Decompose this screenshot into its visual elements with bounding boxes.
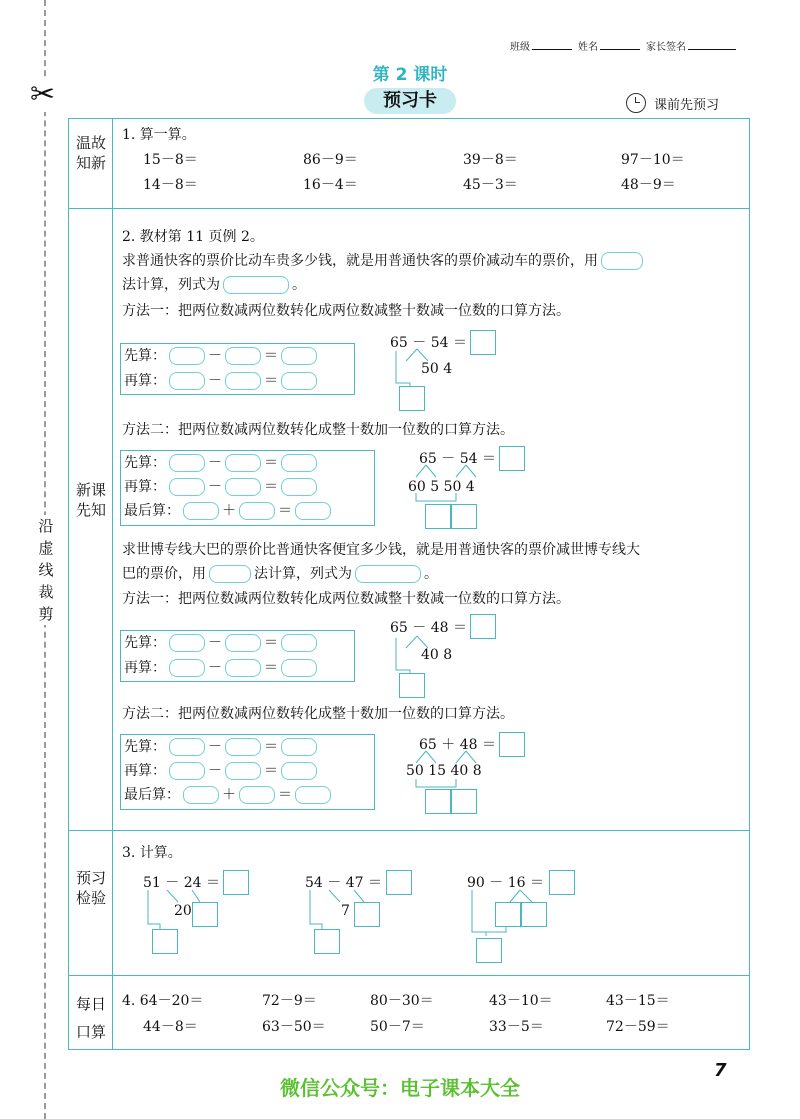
answer-box[interactable] (314, 929, 340, 954)
section-divider (68, 975, 750, 976)
answer-box[interactable] (495, 902, 521, 927)
method-1-text: 方法一：把两位数减两位数转化成两位数减整十数减一位数的口算方法。 (122, 303, 570, 319)
student-info-fields: 班级 姓名 家长签名 (510, 38, 742, 53)
review-title: 1. 算一算。 (122, 127, 196, 143)
scissors-icon: ✂ (30, 77, 56, 112)
step-then: 再算： － ＝ (124, 475, 320, 500)
answer-box[interactable] (354, 902, 380, 927)
lesson-number: 第 2 课时 (372, 65, 448, 85)
answer-box[interactable] (425, 504, 451, 529)
example-expression: 65 ＋ 48 ＝ (419, 737, 496, 753)
answer-blank[interactable] (223, 276, 289, 294)
section-divider (68, 830, 750, 831)
example-expression: 65 － 48 ＝ (390, 620, 467, 636)
card-title: 预习卡 (364, 88, 456, 114)
step-first: 先算： － ＝ (124, 344, 320, 369)
step-then: 再算： － ＝ (124, 656, 320, 681)
answer-box[interactable] (152, 929, 178, 954)
split-parts: 50 15 40 8 (406, 763, 482, 779)
daily-expr: 33－5＝ (489, 1019, 544, 1035)
answer-box[interactable] (399, 386, 425, 411)
daily-expr: 72－9＝ (262, 993, 317, 1009)
split-parts: 40 8 (421, 647, 453, 663)
daily-expr: 63－50＝ (262, 1019, 326, 1035)
daily-expr: 4. 64－20＝ (122, 993, 204, 1009)
step-then: 再算： － ＝ (124, 369, 320, 394)
label-column-divider (112, 118, 113, 1050)
section-label-daily: 每日口算 (75, 995, 106, 1041)
method-2-text: 方法二：把两位数减两位数转化成整十数加一位数的口算方法。 (122, 706, 514, 722)
split-part: 20 (174, 903, 192, 919)
daily-expr: 43－15＝ (606, 993, 670, 1009)
answer-box[interactable] (499, 446, 525, 471)
daily-expr: 50－7＝ (370, 1019, 425, 1035)
answer-box[interactable] (451, 504, 477, 529)
section-label-new: 新课先知 (75, 481, 106, 519)
check-expression: 90 － 16 ＝ (467, 875, 544, 891)
split-lines (380, 632, 480, 702)
answer-box[interactable] (476, 938, 502, 963)
review-expr: 45－3＝ (463, 177, 518, 193)
daily-expr: 80－30＝ (370, 993, 434, 1009)
answer-box[interactable] (425, 789, 451, 814)
step-first: 先算： － ＝ (124, 631, 320, 656)
answer-blank[interactable] (601, 252, 643, 270)
review-expr: 39－8＝ (463, 152, 518, 168)
split-parts: 60 5 50 4 (408, 479, 475, 495)
daily-expr: 44－8＝ (143, 1019, 198, 1035)
answer-box[interactable] (499, 732, 525, 757)
check-expression: 54 － 47 ＝ (305, 875, 382, 891)
cut-instruction: 沿虚线裁剪 (36, 515, 56, 625)
split-part: 7 (341, 903, 350, 919)
answer-blank[interactable] (209, 565, 251, 583)
review-expr: 16－4＝ (303, 177, 358, 193)
page-number: 7 (714, 1060, 727, 1081)
split-parts: 50 4 (421, 361, 453, 377)
clock-icon (626, 93, 646, 113)
preview-tag: 课前先预习 (654, 98, 720, 113)
review-expr: 97－10＝ (621, 152, 685, 168)
method-2-text: 方法二：把两位数减两位数转化成整十数加一位数的口算方法。 (122, 422, 514, 438)
answer-box[interactable] (451, 789, 477, 814)
example-expression: 65 － 54 ＝ (419, 451, 496, 467)
daily-expr: 43－10＝ (489, 993, 553, 1009)
step-then: 再算： － ＝ (124, 759, 320, 784)
answer-blank[interactable] (355, 565, 421, 583)
example-expression: 65 － 54 ＝ (390, 335, 467, 351)
step-last: 最后算： ＋ ＝ (124, 783, 334, 808)
answer-box[interactable] (399, 673, 425, 698)
review-expr: 48－9＝ (621, 177, 676, 193)
question-2: 求世博专线大巴的票价比普通快客便宜多少钱，就是用普通快客的票价减世博专线大 巴的票价，用 法计算，列式为 。 (122, 542, 640, 582)
check-expression: 51 － 24 ＝ (143, 875, 220, 891)
section-label-review: 温故知新 (75, 134, 106, 172)
answer-box[interactable] (192, 902, 218, 927)
answer-box[interactable] (521, 902, 547, 927)
step-first: 先算： － ＝ (124, 451, 320, 476)
step-last: 最后算： ＋ ＝ (124, 499, 334, 524)
question-1: 求普通快客的票价比动车贵多少钱，就是用普通快客的票价减动车的票价，用 法计算，列式为 。 (122, 249, 742, 297)
section-label-check: 预习检验 (75, 869, 106, 907)
review-expr: 14－8＝ (143, 177, 198, 193)
new-lesson-title: 2. 教材第 11 页例 2。 (122, 229, 264, 245)
daily-expr: 72－59＝ (606, 1019, 670, 1035)
method-1-text: 方法一：把两位数减两位数转化成两位数减整十数减一位数的口算方法。 (122, 591, 570, 607)
review-expr: 15－8＝ (143, 152, 198, 168)
footer-watermark: 微信公众号：电子课本大全 (280, 1076, 520, 1100)
check-title: 3. 计算。 (122, 845, 182, 861)
review-expr: 86－9＝ (303, 152, 358, 168)
split-lines (380, 345, 480, 415)
section-divider (68, 208, 750, 209)
step-first: 先算： － ＝ (124, 735, 320, 760)
